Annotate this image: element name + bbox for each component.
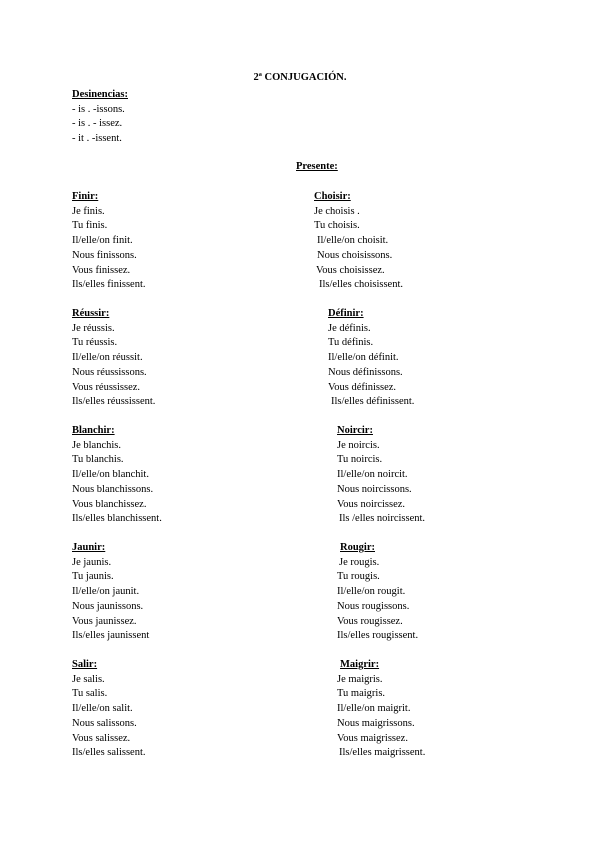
verb-block-noircir bbox=[337, 424, 425, 527]
conjugation-line: Tu rougis. bbox=[337, 571, 380, 583]
conjugation-line: Ils /elles noircissent. bbox=[339, 513, 426, 525]
verb-block-jaunir bbox=[72, 541, 149, 644]
conjugation-line: Tu jaunis. bbox=[72, 571, 114, 583]
conjugation-line: Vous définissez. bbox=[328, 381, 397, 393]
verb-heading: Réussir: bbox=[72, 308, 110, 319]
endings-heading: Desinencias: bbox=[72, 89, 128, 100]
verb-heading: Jaunir: bbox=[72, 542, 106, 553]
verb-block-choisir bbox=[314, 190, 403, 293]
verb-heading: Définir: bbox=[328, 308, 364, 319]
verb-heading: Choisir: bbox=[314, 191, 351, 202]
conjugation-line: Ils/elles rougissent. bbox=[337, 630, 419, 642]
conjugation-line: Il/elle/on finit. bbox=[72, 235, 133, 247]
conjugation-line: Je jaunis. bbox=[72, 556, 112, 568]
conjugation-line: Nous définissons. bbox=[328, 366, 403, 378]
conjugation-line: Je blanchis. bbox=[72, 439, 121, 451]
conjugation-line: Tu salis. bbox=[72, 688, 108, 700]
verb-block-finir bbox=[72, 190, 146, 293]
conjugation-line: Il/elle/on noircit. bbox=[337, 469, 408, 481]
verb-block-definir bbox=[328, 307, 414, 410]
conjugation-line: Je maigris. bbox=[337, 673, 383, 685]
present-heading: Presente: bbox=[296, 161, 338, 172]
verb-heading: Salir: bbox=[72, 659, 98, 670]
verb-heading: Finir: bbox=[72, 191, 99, 202]
conjugation-line: Nous finissons. bbox=[72, 249, 137, 261]
conjugation-line: Nous rougissons. bbox=[337, 600, 410, 612]
ending-row: - is . - issez. bbox=[72, 118, 123, 130]
conjugation-line: Il/elle/on définit. bbox=[328, 352, 399, 364]
conjugation-line: Vous salissez. bbox=[72, 732, 131, 744]
conjugation-line: Nous réussissons. bbox=[72, 366, 147, 378]
conjugation-line: Ils/elles salissent. bbox=[72, 747, 146, 759]
conjugation-line: Tu noircis. bbox=[337, 454, 383, 466]
conjugation-line: Tu maigris. bbox=[337, 688, 386, 700]
verb-heading: Rougir: bbox=[340, 542, 375, 553]
conjugation-line: Ils/elles blanchissent. bbox=[72, 513, 162, 525]
conjugation-line: Ils/elles maigrissent. bbox=[339, 747, 426, 759]
conjugation-line: Nous noircissons. bbox=[337, 483, 412, 495]
conjugation-line: Vous jaunissez. bbox=[72, 615, 137, 627]
conjugation-line: Nous jaunissons. bbox=[72, 600, 144, 612]
conjugation-line: Nous salissons. bbox=[72, 717, 137, 729]
endings-section bbox=[72, 88, 128, 147]
conjugation-line: Tu finis. bbox=[72, 220, 108, 232]
conjugation-line: Tu choisis. bbox=[314, 220, 360, 232]
conjugation-line: Tu réussis. bbox=[72, 337, 118, 349]
conjugation-line: Vous blanchissez. bbox=[72, 498, 147, 510]
conjugation-line: Vous finissez. bbox=[72, 264, 131, 276]
conjugation-line: Je réussis. bbox=[72, 322, 115, 334]
conjugation-line: Ils/elles jaunissent bbox=[72, 630, 150, 642]
verb-heading: Noircir: bbox=[337, 425, 373, 436]
conjugation-line: Nous blanchissons. bbox=[72, 483, 154, 495]
conjugation-line: Ils/elles finissent. bbox=[72, 279, 146, 291]
conjugation-line: Vous maigrissez. bbox=[337, 732, 408, 744]
conjugation-line: Je choisis . bbox=[314, 205, 360, 217]
conjugation-line: Vous réussissez. bbox=[72, 381, 141, 393]
verb-block-reussir bbox=[72, 307, 155, 410]
conjugation-line: Vous choisissez. bbox=[316, 264, 385, 276]
conjugation-line: Vous noircissez. bbox=[337, 498, 406, 510]
conjugation-line: Il/elle/on maigrit. bbox=[337, 703, 411, 715]
conjugation-line: Il/elle/on salit. bbox=[72, 703, 133, 715]
conjugation-line: Ils/elles choisissent. bbox=[319, 279, 403, 291]
page-title: 2ª CONJUGACIÓN. bbox=[253, 72, 347, 83]
conjugation-line: Ils/elles réussissent. bbox=[72, 396, 156, 408]
conjugation-line: Vous rougissez. bbox=[337, 615, 403, 627]
verb-block-maigrir bbox=[337, 658, 425, 761]
verb-block-rougir bbox=[337, 541, 418, 644]
conjugation-line: Je rougis. bbox=[339, 556, 380, 568]
conjugation-line: Tu définis. bbox=[328, 337, 374, 349]
conjugation-line: Je définis. bbox=[328, 322, 371, 334]
verb-block-salir bbox=[72, 658, 146, 761]
ending-row: - it . -issent. bbox=[72, 133, 122, 145]
ending-row: - is . -issons. bbox=[72, 103, 125, 115]
conjugation-line: Je finis. bbox=[72, 205, 105, 217]
conjugation-line: Tu blanchis. bbox=[72, 454, 124, 466]
verb-heading: Maigrir: bbox=[340, 659, 380, 670]
conjugation-line: Je noircis. bbox=[337, 439, 380, 451]
conjugation-line: Il/elle/on rougit. bbox=[337, 586, 406, 598]
conjugation-line: Je salis. bbox=[72, 673, 105, 685]
conjugation-line: Il/elle/on choisit. bbox=[317, 235, 389, 247]
verb-block-blanchir bbox=[72, 424, 162, 527]
conjugation-line: Ils/elles définissent. bbox=[331, 396, 415, 408]
conjugation-line: Il/elle/on réussit. bbox=[72, 352, 143, 364]
conjugation-line: Nous choisissons. bbox=[317, 249, 393, 261]
verb-heading: Blanchir: bbox=[72, 425, 115, 436]
conjugation-line: Il/elle/on blanchit. bbox=[72, 469, 149, 481]
conjugation-line: Nous maigrissons. bbox=[337, 717, 415, 729]
conjugation-line: Il/elle/on jaunit. bbox=[72, 586, 140, 598]
